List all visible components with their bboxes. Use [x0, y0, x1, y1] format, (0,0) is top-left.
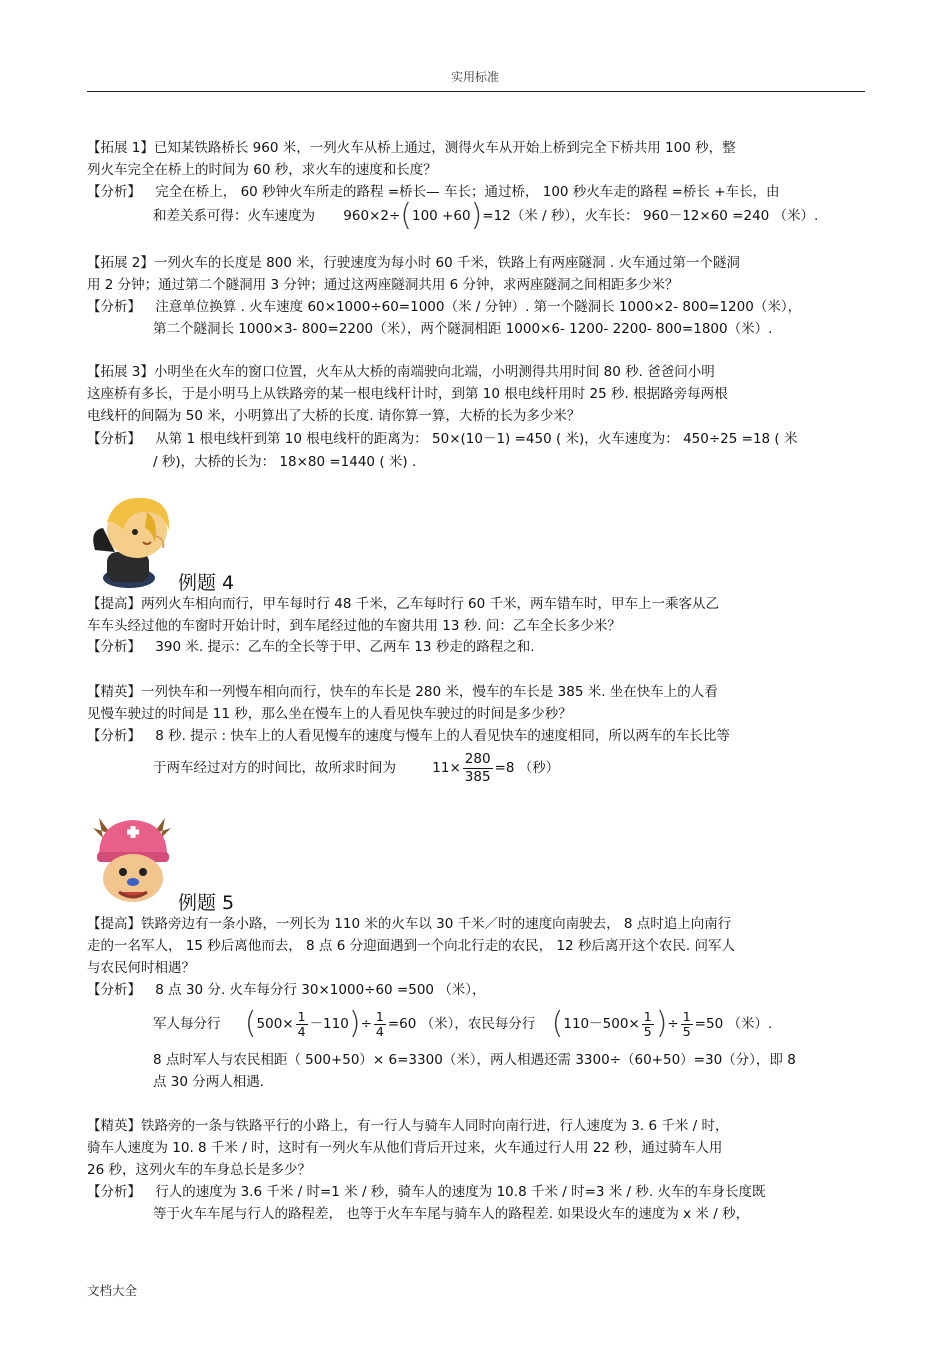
page-header-title: 实用标准 [450, 70, 499, 84]
ex5-question-line3: 与农民何时相遇？ [87, 960, 195, 976]
ext2-question-line2: 用 2 分钟；通过第二个隧洞用 3 分钟；通过这两座隧洞共用 6 分钟，求两座隧洞之间相距多少米？ [87, 277, 679, 293]
ex4-analysis-text: 390 米. 提示：乙车的全长等于甲、乙两车 13 秒走的路程之和. [155, 639, 535, 655]
ext3-question-line1: 【拓展 3】小明坐在火车的窗口位置，火车从大桥的南端驶向北端，小明测得共用时间 80 秒. 爸爸问小明 [87, 364, 715, 380]
fraction-1-5 [642, 1010, 654, 1039]
ext1-analysis-text1: 完全在桥上， 60 秒钟火车所走的路程 =桥长— 车长；通过桥， 100 秒火车走的路程 =桥长 +车长，由 [155, 184, 780, 200]
ex5-analysis-text1: 8 点 30 分. 火车每分行 30×1000÷60 =500 （米）， [155, 982, 486, 998]
ex4-analysis-line1 [87, 636, 867, 658]
fraction-numerator: 1 [682, 1008, 691, 1024]
ex5-soldier-expr: 500× [256, 1016, 294, 1032]
analysis-tag: 【分析】 [87, 431, 141, 447]
divide-sign: ÷ [360, 1016, 372, 1032]
fraction-denominator: 5 [682, 1023, 691, 1039]
fraction-denominator: 4 [297, 1023, 306, 1039]
ex4-elite-analysis-line2 [153, 750, 865, 786]
ex4-question-line2: 车车头经过他的车窗时开始计时，到车尾经过他的车窗共用 13 秒. 问：乙车全长多少米？ [87, 618, 621, 634]
ext3-question-line3: 电线杆的间隔为 50 米，小明算出了大桥的长度. 请你算一算，大桥的长为多少米？ [87, 408, 581, 424]
analysis-tag: 【分析】 [87, 639, 141, 655]
cartoon-chopper-illustration [85, 808, 180, 908]
fraction-1-4-divisor [374, 1010, 386, 1039]
ext1-expr-part2: 100 +60 [412, 208, 471, 224]
analysis-tag: 【分析】 [87, 728, 141, 744]
analysis-tag: 【分析】 [87, 184, 141, 200]
analysis-tag: 【分析】 [87, 1184, 141, 1200]
fraction-280-385 [463, 751, 493, 786]
ex5-soldier-minus: －110 [309, 1016, 349, 1032]
ex4-elite-analysis-line1 [87, 725, 867, 747]
fraction-1-5-divisor [681, 1010, 693, 1039]
ex5-analysis-line1 [87, 979, 867, 1001]
ex4-question-line1: 【提高】两列火车相向而行，甲车每时行 48 千米，乙车每时行 60 千米，两车错车时，甲车上一乘客从乙 [87, 596, 720, 612]
ex4-result: =8 （秒） [494, 760, 560, 776]
ext3-question-line2: 这座桥有多长，于是小明马上从铁路旁的某一根电线杆计时，到第 10 根电线杆用时 25 秒. 根据路旁每两根 [87, 386, 728, 402]
right-paren: ) [470, 198, 483, 233]
ex5-soldier-result: =60 （米），农民每分行 [387, 1016, 536, 1032]
ex5-analysis-line2 [153, 1005, 865, 1043]
ext1-question-line2: 列火车完全在桥上的时间为 60 秒，求火车的速度和长度？ [87, 162, 437, 178]
ext2-analysis-line2: 第二个隧洞长 1000×3- 800=2200（米），两个隧洞相距 1000×6- 1200- 2200- 800=1800（米）. [153, 321, 773, 337]
left-paren: ( [244, 1006, 257, 1041]
fraction-numerator: 1 [297, 1008, 306, 1024]
ex5-analysis-line4: 点 30 分两人相遇. [153, 1074, 265, 1090]
fraction-denominator: 4 [375, 1023, 384, 1039]
ext3-analysis-line1 [87, 428, 867, 450]
ex5-question-line2: 走的一名军人， 15 秒后离他而去， 8 点 6 分迎面遇到一个向北行走的农民， 12 秒后离开这个农民. 问军人 [87, 938, 735, 954]
ex5-question-line1: 【提高】铁路旁边有一条小路，一列长为 110 米的火车以 30 千米／时的速度向南驶去， 8 点时追上向南行 [87, 916, 732, 932]
ext1-question-line1: 【拓展 1】已知某铁路桥长 960 米，一列火车从桥上通过，测得火车从开始上桥到完全下桥共用 100 秒，整 [87, 140, 736, 156]
ex4-elite-analysis-text2: 于两车经过对方的时间比，故所求时间为 [153, 760, 396, 776]
page-footer: 文档大全 [87, 1283, 138, 1298]
ex5-elite-analysis-text1: 行人的速度为 3.6 千米 / 时=1 米 / 秒，骑车人的速度为 10.8 千米 / 时=3 米 / 秒. 火车的车身长度既 [155, 1184, 766, 1200]
header-divider [87, 91, 865, 92]
ex5-elite-analysis-line1 [87, 1181, 867, 1203]
ex5-elite-question-line3: 26 秒，这列火车的车身总长是多少？ [87, 1162, 311, 1178]
fraction-numerator: 1 [643, 1008, 652, 1024]
ext1-expr-result: =12（米 / 秒），火车长： 960－12×60 =240 （米）. [482, 208, 819, 224]
ext2-analysis-text1: 注意单位换算 . 火车速度 60×1000÷60=1000（米 / 分钟）. 第一个隧洞长 1000×2- 800=1200（米）， [155, 299, 802, 315]
ex5-analysis-line3: 8 点时军人与农民相距（ 500+50）× 6=3300（米），两人相遇还需 3300÷（60+50）=30（分），即 8 [153, 1052, 796, 1068]
analysis-tag: 【分析】 [87, 982, 141, 998]
right-paren: ) [655, 1006, 668, 1041]
ex5-elite-question-line2: 骑车人速度为 10. 8 千米 / 时，这时有一列火车从他们背后开过来，火车通过行人用 22 秒，通过骑车人用 [87, 1140, 723, 1156]
ex5-soldier-label: 军人每分行 [153, 1016, 221, 1032]
fraction-denominator: 5 [643, 1023, 652, 1039]
fraction-numerator: 1 [375, 1008, 384, 1024]
left-paren: ( [551, 1006, 564, 1041]
ex5-elite-question-line1: 【精英】铁路旁的一条与铁路平行的小路上，有一行人与骑车人同时向南行进，行人速度为 3. 6 千米 / 时， [87, 1118, 729, 1134]
ext2-question-line1: 【拓展 2】一列火车的长度是 800 米，行驶速度为每小时 60 千米，铁路上有两座隧洞 . 火车通过第一个隧洞 [87, 255, 740, 271]
ex4-elite-question-line1: 【精英】一列快车和一列慢车相向而行，快车的车长是 280 米，慢车的车长是 385 米. 坐在快车上的人看 [87, 684, 718, 700]
ex5-farmer-result: =50 （米）. [694, 1016, 773, 1032]
ext3-analysis-line2: / 秒)，大桥的长为： 18×80 =1440 ( 米) . [153, 454, 417, 470]
ex5-elite-analysis-line2: 等于火车车尾与行人的路程差， 也等于火车车尾与骑车人的路程差. 如果设火车的速度为 x 米 / 秒， [153, 1206, 750, 1222]
example-4-title: 例题 4 [178, 572, 235, 594]
ex4-elite-question-line2: 见慢车驶过的时间是 11 秒，那么坐在慢车上的人看见快车驶过的时间是多少秒？ [87, 706, 572, 722]
ext2-analysis-line1 [87, 296, 867, 318]
analysis-tag: 【分析】 [87, 299, 141, 315]
ext1-expr-part1: 960×2÷ [343, 208, 401, 224]
right-paren: ) [348, 1006, 361, 1041]
ext1-analysis-line2 [153, 198, 865, 233]
ex4-mult: 11× [432, 760, 461, 776]
ex5-farmer-expr: 110－500× [563, 1016, 640, 1032]
left-paren: ( [400, 198, 412, 233]
example-5-title: 例题 5 [178, 892, 235, 914]
cartoon-character-illustration [85, 490, 180, 590]
fraction-numerator: 280 [464, 750, 491, 767]
ext3-analysis-text1: 从第 1 根电线杆到第 10 根电线杆的距离为： 50×(10－1) =450 ( 米)，火车速度为： 450÷25 =18 ( 米 [155, 431, 798, 447]
ex4-elite-analysis-text1: 8 秒. 提示 : 快车上的人看见慢车的速度与慢车上的人看见快车的速度相同，所以两车的车长比等 [155, 728, 730, 744]
fraction-1-4 [296, 1010, 308, 1039]
divide-sign: ÷ [667, 1016, 679, 1032]
fraction-denominator: 385 [464, 768, 491, 785]
ext1-analysis-text2: 和差关系可得：火车速度为 [153, 208, 315, 224]
